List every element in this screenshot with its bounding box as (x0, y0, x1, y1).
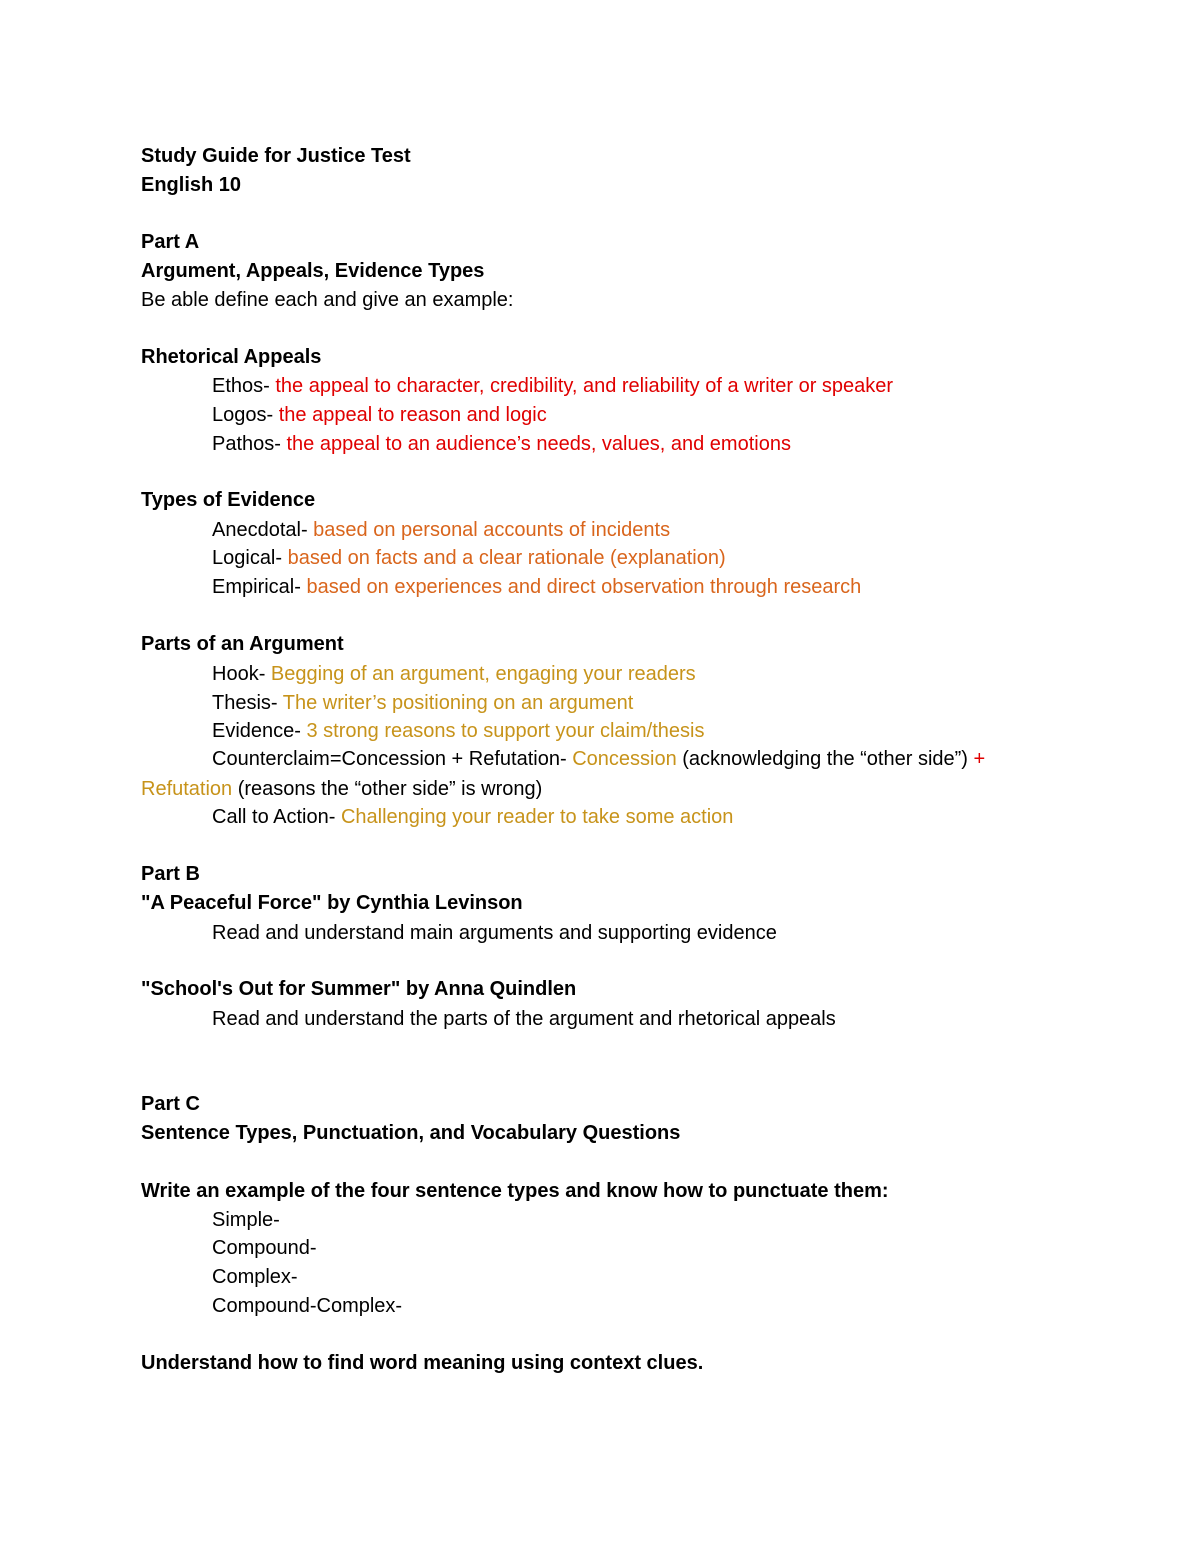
types-of-evidence-heading: Types of Evidence (141, 489, 316, 511)
logos-term: Logos- (212, 404, 274, 426)
sentence-type-compound: Compound- (212, 1237, 317, 1259)
evidence-definition: 3 strong reasons to support your claim/thesis (300, 720, 705, 742)
refutation-label: Refutation (141, 778, 233, 800)
hook-term: Hook- (212, 663, 266, 685)
parts-of-argument-heading: Parts of an Argument (141, 633, 344, 655)
empirical-term: Empirical- (212, 576, 301, 598)
concession-label: Concession (566, 748, 677, 770)
concession-note: (acknowledging the “other side”) (676, 748, 968, 770)
thesis-item (212, 689, 633, 717)
call-to-action-definition: Challenging your reader to take some action (335, 806, 734, 828)
counterclaim-item (212, 745, 985, 773)
part-c-heading: Part C (141, 1093, 200, 1115)
part-c-subheading: Sentence Types, Punctuation, and Vocabulary Questions (141, 1122, 681, 1144)
refutation-note: (reasons the “other side” is wrong) (232, 778, 543, 800)
schools-out-task: Read and understand the parts of the argument and rhetorical appeals (212, 1008, 836, 1030)
ethos-term: Ethos- (212, 375, 270, 397)
pathos-definition: the appeal to an audience’s needs, values, and emotions (280, 433, 791, 455)
part-a-subheading: Argument, Appeals, Evidence Types (141, 260, 485, 282)
logos-definition: the appeal to reason and logic (273, 404, 547, 426)
thesis-term: Thesis- (212, 692, 278, 714)
peaceful-force-title: "A Peaceful Force" by Cynthia Levinson (141, 892, 523, 914)
empirical-definition: based on experiences and direct observation through research (300, 576, 862, 598)
peaceful-force-task: Read and understand main arguments and supporting evidence (212, 922, 777, 944)
logical-item (212, 544, 726, 572)
pathos-item (212, 430, 791, 458)
call-to-action-item (212, 803, 733, 831)
logos-item (212, 401, 547, 429)
pathos-term: Pathos- (212, 433, 281, 455)
thesis-definition: The writer’s positioning on an argument (277, 692, 634, 714)
ethos-definition: the appeal to character, credibility, and reliability of a writer or speaker (269, 375, 894, 397)
empirical-item (212, 573, 861, 601)
sentence-type-compound-complex: Compound-Complex- (212, 1295, 403, 1317)
plus-sign: + (967, 748, 986, 770)
logical-term: Logical- (212, 547, 283, 569)
part-a-heading: Part A (141, 231, 200, 253)
sentence-type-complex: Complex- (212, 1266, 298, 1288)
anecdotal-term: Anecdotal- (212, 519, 308, 541)
context-clues-instruction: Understand how to find word meaning using context clues. (141, 1352, 704, 1374)
schools-out-title: "School's Out for Summer" by Anna Quindlen (141, 978, 577, 1000)
counterclaim-continuation (141, 775, 542, 803)
counterclaim-term: Counterclaim=Concession + Refutation- (212, 748, 567, 770)
anecdotal-item (212, 516, 670, 544)
logical-definition: based on facts and a clear rationale (explanation) (282, 547, 726, 569)
sentence-type-simple: Simple- (212, 1209, 280, 1231)
sentence-types-heading: Write an example of the four sentence types and know how to punctuate them: (141, 1180, 889, 1202)
hook-item (212, 660, 696, 688)
hook-definition: Begging of an argument, engaging your readers (265, 663, 696, 685)
call-to-action-term: Call to Action- (212, 806, 336, 828)
rhetorical-appeals-heading: Rhetorical Appeals (141, 346, 322, 368)
ethos-item (212, 372, 893, 400)
course-name: English 10 (141, 174, 242, 196)
evidence-item (212, 717, 704, 745)
document-title: Study Guide for Justice Test (141, 145, 411, 167)
part-a-instruction: Be able define each and give an example: (141, 289, 514, 311)
part-b-heading: Part B (141, 863, 200, 885)
anecdotal-definition: based on personal accounts of incidents (307, 519, 671, 541)
evidence-term: Evidence- (212, 720, 301, 742)
